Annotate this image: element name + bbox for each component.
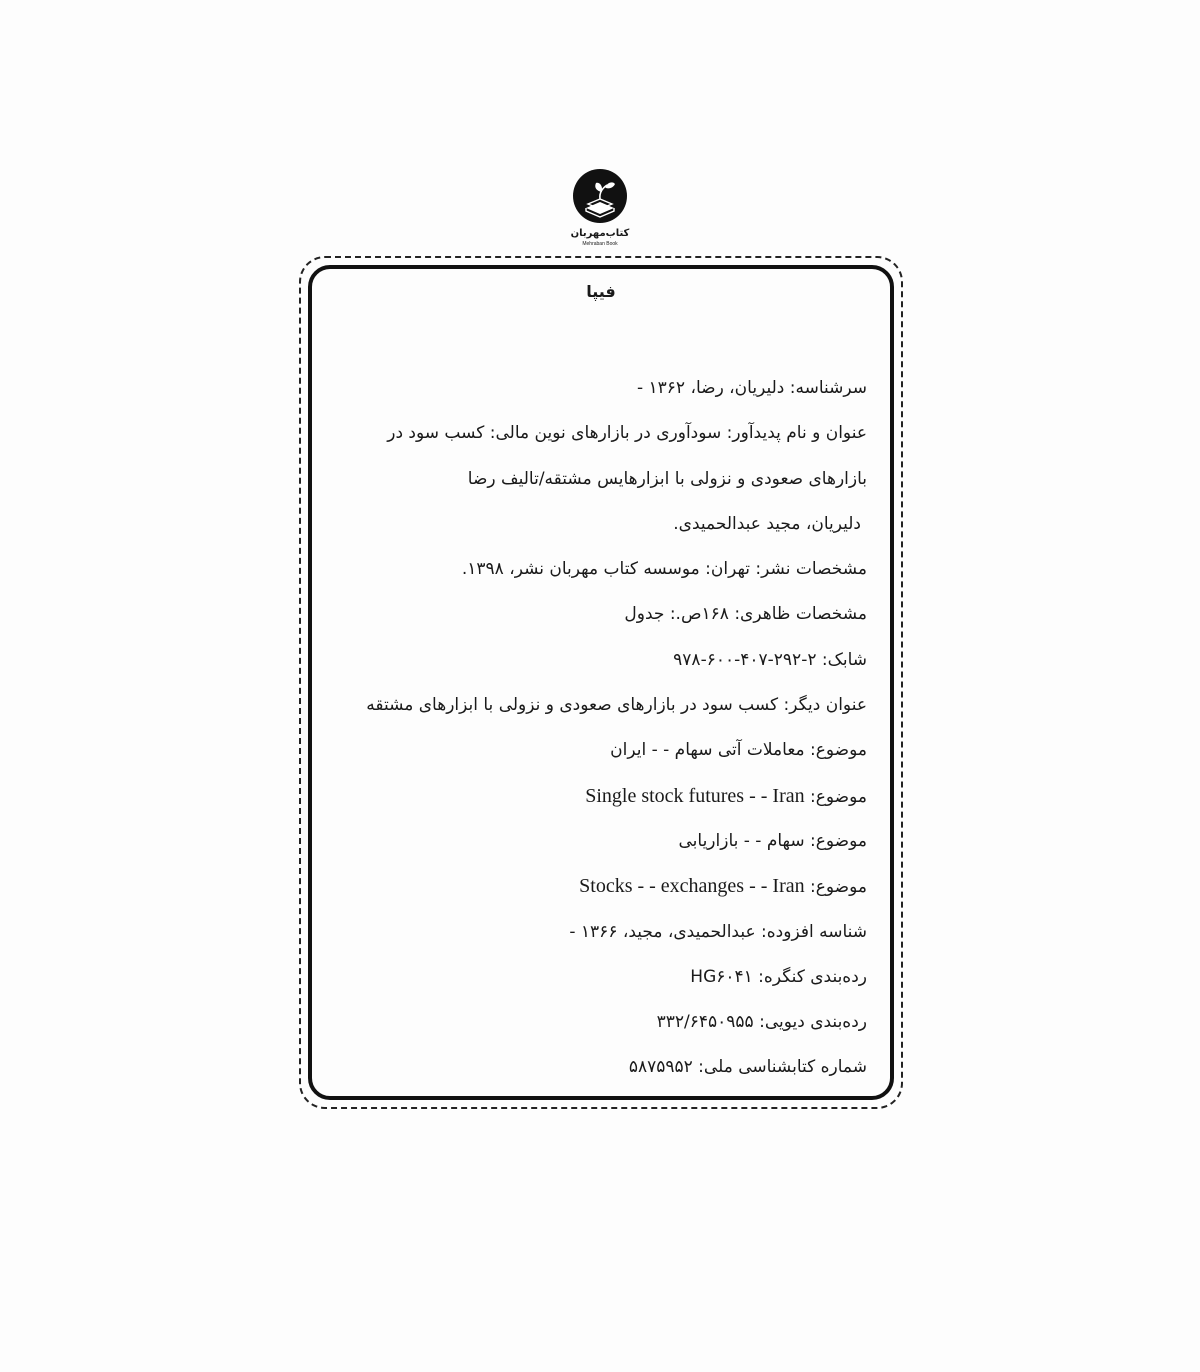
entry-subject-2 [307, 774, 867, 819]
entry-physical-description: مشخصات ظاهری: ۱۶۸ص.: جدول [624, 604, 867, 625]
entry-subject-3: موضوع: سهام - - بازاریابی [678, 830, 867, 851]
subject-label: موضوع: [810, 786, 867, 807]
cip-heading: فیپا [586, 282, 616, 301]
cip-entry-list [307, 366, 867, 1091]
entry-title-line-1: عنوان و نام پدیدآور: سودآوری در بازارهای نوین مالی: کسب سود در [387, 423, 867, 444]
entry-dewey-classification: رده‌بندی دیویی: ۳۳۲/۶۴۵۰۹۵۵ [656, 1012, 867, 1033]
book-tree-logo-icon [572, 168, 628, 224]
entry-title-line-3: دلیریان، مجید عبدالحمیدی. [673, 513, 861, 534]
subject-latin: Single stock futures - - Iran [585, 784, 805, 807]
entry-main-heading: سرشناسه: دلیریان، رضا، ۱۳۶۲ - [636, 378, 867, 398]
entry-publication: مشخصات نشر: تهران: موسسه کتاب مهربان نشر، ۱۳۹۸. [461, 559, 867, 580]
entry-subject-4 [307, 864, 867, 909]
publisher-logo [560, 168, 640, 258]
entry-subject-1: موضوع: معاملات آتی سهام - - ایران [610, 740, 867, 761]
entry-title-line-2: بازارهای صعودی و نزولی با ابزارهایس مشتقه/تالیف رضا [467, 468, 867, 489]
entry-isbn: شابک: ۲-۲۹۲-۴۰۷-۶۰۰-۹۷۸ [673, 649, 867, 670]
subject-label: موضوع: [810, 877, 867, 898]
subject-latin: Stocks - - exchanges - - Iran [579, 875, 805, 898]
entry-lc-classification: رده‌بندی کنگره: HG۶۰۴۱ [690, 966, 867, 987]
logo-english-name: Mehraban Book [582, 241, 618, 247]
entry-added-author: شناسه افزوده: عبدالحمیدی، مجید، ۱۳۶۶ - [569, 921, 867, 942]
logo-persian-name: کتاب‌مهربان [570, 228, 630, 239]
entry-other-title: عنوان دیگر: کسب سود در بازارهای صعودی و نزولی با ابزارهای مشتقه [366, 695, 867, 716]
entry-national-bibliography-number: شماره کتابشناسی ملی: ۵۸۷۵۹۵۲ [628, 1057, 867, 1078]
